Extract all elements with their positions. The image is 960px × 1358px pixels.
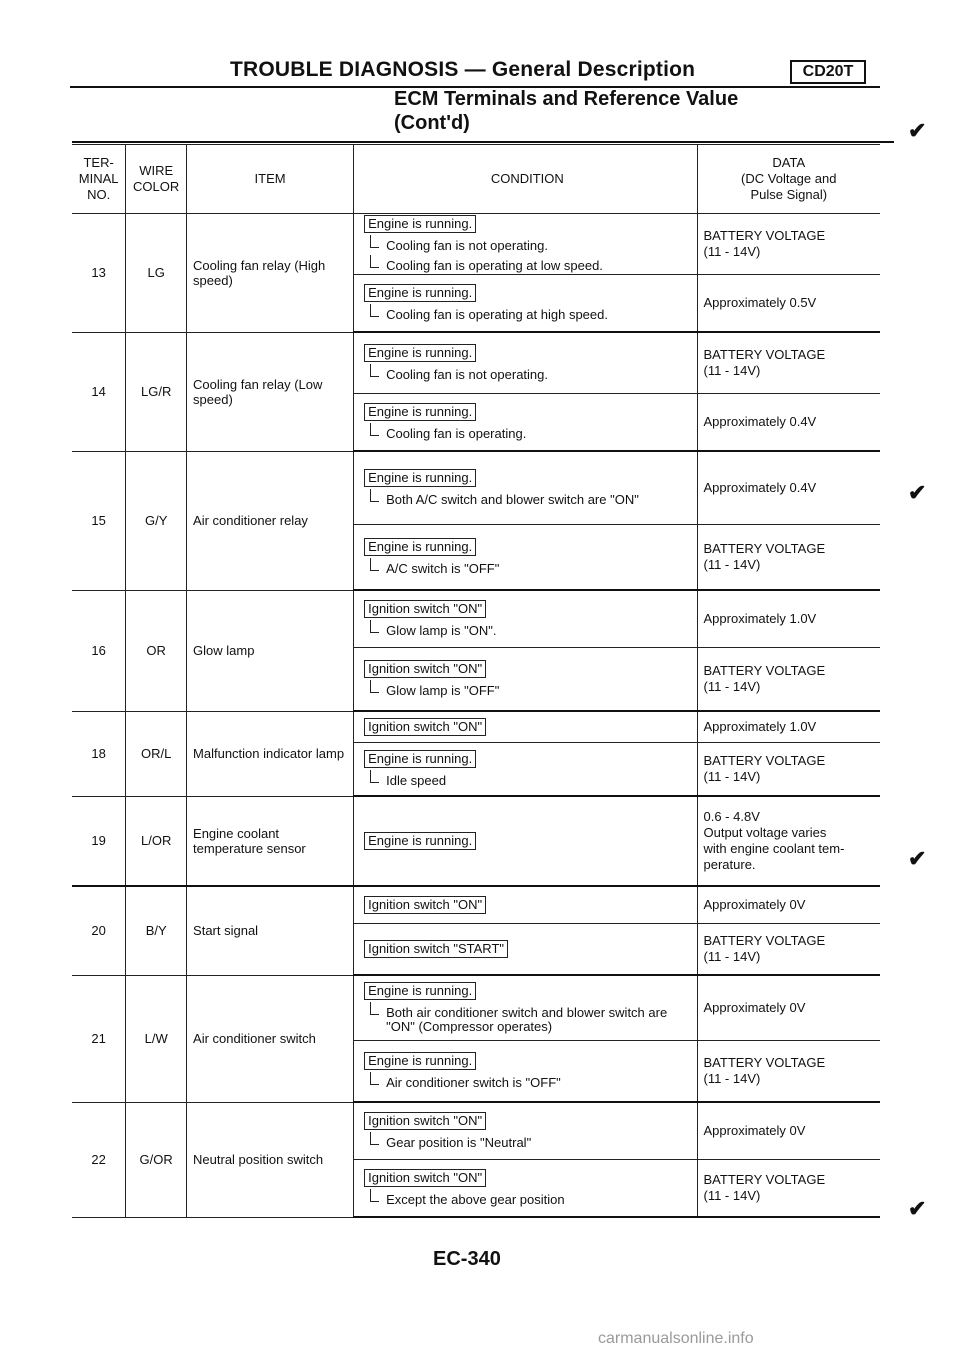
data-value: BATTERY VOLTAGE (11 - 14V)	[697, 1041, 880, 1103]
terminal-number: 22	[72, 1102, 126, 1217]
table-top-rule	[72, 141, 894, 143]
condition-cell	[354, 525, 697, 591]
condition-detail: Glow lamp is "ON".	[364, 624, 690, 638]
engine-code-badge: CD20T	[790, 60, 866, 84]
data-value: BATTERY VOLTAGE (11 - 14V)	[697, 332, 880, 394]
condition-detail: Both A/C switch and blower switch are "ON"	[364, 493, 690, 507]
terminal-number: 19	[72, 796, 126, 886]
condition-box: Engine is running.	[364, 403, 476, 421]
condition-detail: Air conditioner switch is "OFF"	[364, 1076, 690, 1090]
table-header-row	[72, 145, 880, 214]
condition-box: Engine is running.	[364, 344, 476, 362]
terminal-number: 16	[72, 590, 126, 711]
condition-detail: Cooling fan is not operating.	[364, 239, 690, 253]
data-value: Approximately 1.0V	[697, 711, 880, 743]
table-row	[72, 975, 880, 1041]
data-value: Approximately 0V	[697, 1102, 880, 1160]
item-name: Air conditioner switch	[187, 975, 354, 1102]
condition-detail: A/C switch is "OFF"	[364, 562, 690, 576]
data-value: 0.6 - 4.8V Output voltage varies with engine coolant tem- perature.	[697, 796, 880, 886]
revision-mark-icon: ✔	[908, 480, 927, 505]
condition-box: Ignition switch "ON"	[364, 896, 486, 914]
condition-cell	[354, 743, 697, 797]
wire-color: LG	[126, 214, 187, 333]
condition-box: Ignition switch "ON"	[364, 660, 486, 678]
condition-box: Ignition switch "ON"	[364, 1112, 486, 1130]
condition-detail: Gear position is "Neutral"	[364, 1136, 690, 1150]
terminal-number: 15	[72, 451, 126, 590]
wire-color: L/W	[126, 975, 187, 1102]
data-value: Approximately 1.0V	[697, 590, 880, 648]
condition-box: Engine is running.	[364, 832, 476, 850]
data-value: Approximately 0V	[697, 975, 880, 1041]
condition-detail: Cooling fan is operating at low speed.	[364, 259, 690, 273]
revision-mark-icon: ✔	[908, 118, 927, 143]
table-row	[72, 590, 880, 648]
condition-cell	[354, 394, 697, 452]
condition-box: Ignition switch "ON"	[364, 600, 486, 618]
wire-color: OR/L	[126, 711, 187, 796]
wire-color: G/OR	[126, 1102, 187, 1217]
revision-mark-icon: ✔	[908, 846, 927, 871]
data-value: BATTERY VOLTAGE (11 - 14V)	[697, 1160, 880, 1218]
condition-cell	[354, 332, 697, 394]
condition-cell	[354, 1160, 697, 1218]
condition-cell	[354, 275, 697, 333]
condition-box: Engine is running.	[364, 215, 476, 233]
condition-box: Ignition switch "ON"	[364, 1169, 486, 1187]
condition-box: Ignition switch "ON"	[364, 718, 486, 736]
wire-color: G/Y	[126, 451, 187, 590]
condition-detail: Both air conditioner switch and blower switch are "ON" (Compressor operates)	[364, 1006, 690, 1034]
table-row	[72, 1102, 880, 1160]
wire-color: OR	[126, 590, 187, 711]
condition-cell	[354, 1102, 697, 1160]
data-value: Approximately 0.4V	[697, 394, 880, 452]
data-value: BATTERY VOLTAGE (11 - 14V)	[697, 214, 880, 275]
table-row	[72, 796, 880, 886]
item-name: Neutral position switch	[187, 1102, 354, 1217]
condition-cell	[354, 924, 697, 976]
page-number: EC-340	[433, 1248, 501, 1270]
item-name: Glow lamp	[187, 590, 354, 711]
condition-box: Engine is running.	[364, 284, 476, 302]
condition-cell	[354, 886, 697, 924]
data-value: BATTERY VOLTAGE (11 - 14V)	[697, 924, 880, 976]
condition-box: Engine is running.	[364, 469, 476, 487]
condition-cell	[354, 1041, 697, 1103]
ecm-terminal-table	[72, 144, 880, 1218]
wire-color: B/Y	[126, 886, 187, 975]
item-name: Malfunction indicator lamp	[187, 711, 354, 796]
header-data: DATA (DC Voltage and Pulse Signal)	[697, 145, 880, 214]
condition-box: Engine is running.	[364, 538, 476, 556]
data-value: BATTERY VOLTAGE (11 - 14V)	[697, 525, 880, 591]
table-row	[72, 711, 880, 743]
watermark: carmanualsonline.info	[598, 1330, 754, 1347]
condition-cell	[354, 975, 697, 1041]
item-name: Cooling fan relay (High speed)	[187, 214, 354, 333]
condition-detail: Idle speed	[364, 774, 690, 788]
wire-color: LG/R	[126, 332, 187, 451]
condition-detail: Cooling fan is operating.	[364, 427, 690, 441]
condition-cell	[354, 451, 697, 525]
terminal-number: 14	[72, 332, 126, 451]
table-body	[72, 214, 880, 1218]
data-value: BATTERY VOLTAGE (11 - 14V)	[697, 648, 880, 712]
table-row	[72, 886, 880, 924]
item-name: Start signal	[187, 886, 354, 975]
data-value: Approximately 0.5V	[697, 275, 880, 333]
condition-cell	[354, 711, 697, 743]
condition-box: Ignition switch "START"	[364, 940, 508, 958]
condition-cell	[354, 648, 697, 712]
condition-box: Engine is running.	[364, 750, 476, 768]
item-name: Air conditioner relay	[187, 451, 354, 590]
table-row	[72, 214, 880, 275]
condition-detail: Glow lamp is "OFF"	[364, 684, 690, 698]
page-title: TROUBLE DIAGNOSIS — General Description	[230, 58, 696, 81]
condition-box: Engine is running.	[364, 982, 476, 1000]
header-condition: CONDITION	[354, 145, 697, 214]
wire-color: L/OR	[126, 796, 187, 886]
data-value: Approximately 0.4V	[697, 451, 880, 525]
header-item: ITEM	[187, 145, 354, 214]
terminal-number: 20	[72, 886, 126, 975]
table-row	[72, 332, 880, 394]
condition-detail: Cooling fan is not operating.	[364, 368, 690, 382]
revision-mark-icon: ✔	[908, 1196, 927, 1221]
data-value: Approximately 0V	[697, 886, 880, 924]
item-name: Cooling fan relay (Low speed)	[187, 332, 354, 451]
data-value: BATTERY VOLTAGE (11 - 14V)	[697, 743, 880, 797]
header-terminal: TER- MINAL NO.	[72, 145, 126, 214]
section-title: ECM Terminals and Reference Value	[394, 88, 739, 110]
header-wire-color: WIRE COLOR	[126, 145, 187, 214]
condition-detail: Cooling fan is operating at high speed.	[364, 308, 690, 322]
condition-cell	[354, 214, 697, 275]
section-subtitle: (Cont'd)	[394, 112, 470, 134]
condition-detail: Except the above gear position	[364, 1193, 690, 1207]
table-row	[72, 451, 880, 525]
terminal-number: 13	[72, 214, 126, 333]
item-name: Engine coolant temperature sensor	[187, 796, 354, 886]
terminal-number: 21	[72, 975, 126, 1102]
condition-cell	[354, 796, 697, 886]
condition-cell	[354, 590, 697, 648]
condition-box: Engine is running.	[364, 1052, 476, 1070]
terminal-number: 18	[72, 711, 126, 796]
